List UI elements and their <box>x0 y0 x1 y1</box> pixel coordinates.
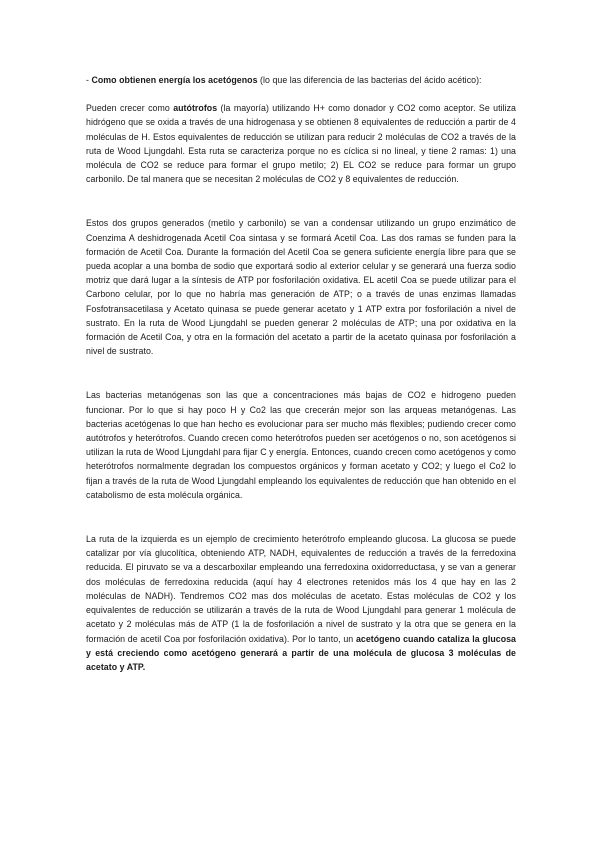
heading-prefix: - <box>86 75 92 85</box>
paragraph-4 <box>86 532 516 674</box>
paragraph-4-bold: acetógeno cuando cataliza la glucosa y está creciendo como acetógeno generará a partir de una molécula de glucosa 3 moléculas de acetato y ATP. <box>86 633 516 672</box>
section-heading <box>86 73 516 87</box>
heading-bold: Como obtienen energía los acetógenos <box>91 75 258 85</box>
paragraph-1 <box>86 101 516 186</box>
paragraph-1-bold: autótrofos <box>173 103 218 114</box>
paragraph-2: Estos dos grupos generados (metilo y carbonilo) se van a condensar utilizando un grupo enzimático de Coenzima A deshidrogenada Acetil Coa sintasa y se formará Acetil Coa. Las dos ramas se funden para la formación de Acetil Coa. Durante la formación del Acetil Coa se genera suficiente energía libre para que se pueda acoplar a una bomba de sodio que exportará sodio al exterior celular y se generará una fuerza sodio motriz que dará lugar a la síntesis de ATP por fosforilación oxidativa. EL acetil Coa se puede utilizar para el Carbono celular, por lo que no habría mas generación de ATP; o a través de unas enzimas llamadas Fosfotransacetilasa y Acetato quinasa se puede generar acetato y 1 ATP extra por fosforilación a nivel de sustrato. En la ruta de Wood Ljungdahl se pueden generar 2 moléculas de ATP; una por oxidativa en la formación de Acetil Coa, y otra en la formación del acetato a partir de la acetato quinasa por fosforilación a nivel de sustrato. <box>86 218 516 357</box>
paragraph-4-text: La ruta de la izquierda es un ejemplo de crecimiento heterótrofo empleando glucosa. La glucosa se puede catalizar por vía glucolítica, obteniendo ATP, NADH, equivalentes de reducción a través de la ferredoxina reducida. El piruvato se va a descarboxilar empleando una ferredoxina oxidorreductasa, y se van a generar dos moléculas de ferredoxina reducida (aquí hay 4 electrones retenidos más los 4 que hay en las 2 moléculas de NADH). Tendremos CO2 mas dos moléculas de acetato. Estas moléculas de CO2 y los equivalentes de reducción se utilizarán a través de la ruta de Wood Ljungdahl para generar 1 molécula de acetato y 2 moléculas más de ATP (1 la de fosforilación a nivel de sustrato y la otra que se genera en la formación de acetil Coa por fosforilación oxidativa). Por lo tanto, un <box>86 534 516 644</box>
heading-rest: (lo que las diferencia de las bacterias del ácido acético): <box>257 75 482 85</box>
paragraph-1-rest: (la mayoría) utilizando H+ como donador y CO2 como aceptor. Se utiliza hidrógeno que se oxida a través de una hidrogenasa y se obtienen 8 equivalentes de reducción a partir de 4 moléculas de H. Estos equivalentes de reducción se utilizan para reducir 2 moléculas de CO2 a través de la ruta de Wood Ljungdahl. Esta ruta se caracteriza porque no es cíclica si no lineal, y tiene 2 ramas: 1) una molécula de CO2 se reduce para formar el grupo metilo; 2) EL CO2 se reduce para formar un grupo carbonilo. De tal manera que se necesitan 2 moléculas de CO2 y 8 equivalentes de reducción. <box>86 103 516 185</box>
paragraph-1-start: Pueden crecer como <box>86 103 174 114</box>
paragraph-3: Las bacterias metanógenas son las que a concentraciones más bajas de CO2 e hidrogeno pueden funcionar. Por lo que si hay poco H y Co2 las que crecerán mejor son las arqueas metanógenas. Las bacterias acetógenas lo que han hecho es evolucionar para ser mucho más flexibles; pudiendo crecer como autótrofos y heterótrofos. Cuando crecen como heterótrofos pueden ser acetógenos o no, son acetógenos si utilizan la ruta de Wood Ljungdahl para fijar C y energía. Entonces, cuando crecen como acetógenos y como heterótrofos normalmente degradan los compuestos orgánicos y forman acetato y CO2; y luego el Co2 lo fijan a través de la ruta de Wood Ljungdahl empleando los equivalentes de reducción que han obtenido en el catabolismo de esta molécula orgánica. <box>86 390 516 500</box>
